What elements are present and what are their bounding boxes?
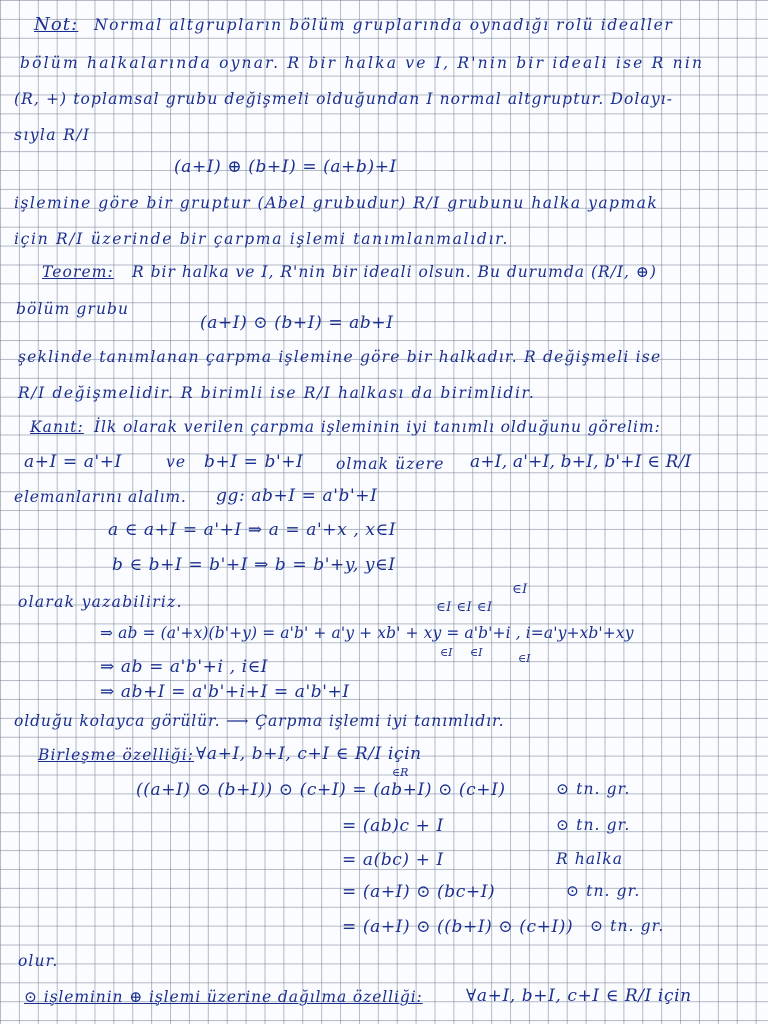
proof-eq-b: b ∈ b+I = b'+I ⇒ b = b'+y, y∈I (112, 555, 396, 575)
distrib-heading: ⊙ işleminin ⊕ işlemi üzerine dağılma özelliği: (24, 988, 423, 1006)
proof-equality-a: a+I = a'+I (24, 452, 122, 472)
assoc-step-2: = (ab)c + I (342, 816, 444, 836)
para2-line1: işlemine göre bir gruptur (Abel grubudur) R/I grubunu halka yapmak (14, 194, 659, 212)
assoc-step-3: = a(bc) + I (342, 850, 444, 870)
annotation-bottom-2: ∈I (470, 646, 483, 659)
assoc-step-5: = (a+I) ⊙ ((b+I) ⊙ (c+I)) (342, 917, 574, 937)
assoc-reason-3: R halka (556, 850, 624, 868)
assoc-end: olur. (18, 952, 59, 970)
assoc-reason-1: ⊙ tn. gr. (556, 780, 631, 798)
annotation-bottom-3: ∈I (518, 652, 531, 665)
note-heading: Not: (34, 14, 79, 35)
proof-line4: olarak yazabiliriz. (18, 593, 183, 611)
assoc-heading: Birleşme özelliği: (38, 746, 195, 764)
proof-heading: Kanıt: (30, 418, 84, 436)
annotation-bottom-1: ∈I (440, 646, 453, 659)
assoc-reason-2: ⊙ tn. gr. (556, 816, 631, 834)
proof-eq-a: a ∈ a+I = a'+I ⇒ a = a'+x , x∈I (108, 520, 397, 540)
proof-line3: elemanlarını alalım. (14, 488, 187, 506)
proof-eq-conclusion: ⇒ ab+I = a'b'+i+I = a'b'+I (100, 682, 350, 702)
proof-line5: olduğu kolayca görülür. ⟶ Çarpma işlemi iyi tanımlıdır. (14, 712, 505, 730)
para1-line1: Normal altgrupların bölüm gruplarında oynadığı rolü idealler (94, 16, 674, 34)
assoc-reason-4: ⊙ tn. gr. (566, 882, 641, 900)
proof-equality-b: b+I = b'+I (204, 452, 304, 472)
proof-set-membership: a+I, a'+I, b+I, b'+I ∈ R/I (470, 452, 692, 472)
equation-addition: (a+I) ⊕ (b+I) = (a+b)+I (174, 157, 397, 177)
proof-word-ve: ve (166, 453, 187, 471)
assoc-note-r: ∈R (392, 766, 409, 779)
assoc-step-4: = (a+I) ⊙ (bc+I) (342, 882, 496, 902)
assoc-intro: ∀a+I, b+I, c+I ∈ R/I için (196, 744, 422, 764)
para2-line2: için R/I üzerinde bir çarpma işlemi tanımlanmalıdır. (14, 230, 510, 248)
proof-eq-expansion: ⇒ ab = (a'+x)(b'+y) = a'b' + a'y + xb' + xy = a'b'+i , i=a'y+xb'+xy (100, 624, 634, 642)
equation-multiplication: (a+I) ⊙ (b+I) = ab+I (200, 313, 394, 333)
theorem-heading: Teorem: (42, 263, 114, 281)
theorem-line4: R/I değişmelidir. R birimli ise R/I halkası da birimlidir. (18, 384, 536, 402)
theorem-line2: bölüm grubu (16, 300, 130, 318)
assoc-step-1: ((a+I) ⊙ (b+I)) ⊙ (c+I) = (ab+I) ⊙ (c+I) (136, 780, 506, 800)
assoc-reason-5: ⊙ tn. gr. (590, 917, 665, 935)
proof-line1: İlk olarak verilen çarpma işleminin iyi tanımlı olduğunu görelim: (94, 418, 661, 436)
para1-line2: bölüm halkalarında oynar. R bir halka ve I, R'nin bir ideali ise R nin (20, 54, 705, 72)
proof-eq-i: ⇒ ab = a'b'+i , i∈I (100, 657, 269, 677)
theorem-line1: R bir halka ve I, R'nin bir ideali olsun. Bu durumda (R/I, ⊕) (132, 263, 657, 281)
para1-line4: sıyla R/I (14, 126, 91, 144)
distrib-tail: ∀a+I, b+I, c+I ∈ R/I için (466, 986, 692, 1006)
theorem-line3: şeklinde tanımlanan çarpma işlemine göre bir halkadır. R değişmeli ise (18, 348, 662, 366)
annotation-top: ∈I (512, 582, 528, 597)
proof-word-olmak-uzere: olmak üzere (336, 455, 445, 473)
proof-goal: gg: ab+I = a'b'+I (216, 486, 378, 506)
annotation-mid: ∈I ∈I ∈I (436, 600, 493, 615)
para1-line3: (R, +) toplamsal grubu değişmeli olduğundan I normal altgruptur. Dolayı- (14, 90, 674, 108)
